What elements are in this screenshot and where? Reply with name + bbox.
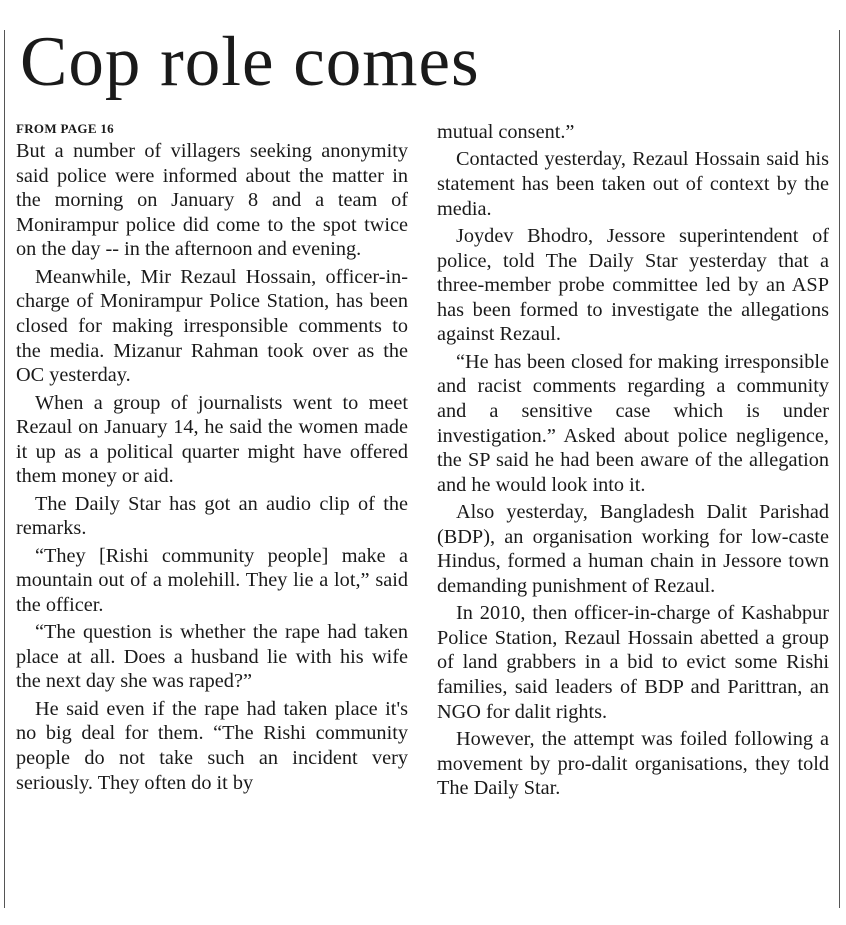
- paragraph: Meanwhile, Mir Rezaul Hossain, officer-in-charge of Monirampur Police Station, has been closed for making irresponsible comments to the media. Mizanur Rahman took over as the OC yesterday.: [16, 265, 408, 387]
- paragraph: Joydev Bhodro, Jessore superintendent of police, told The Daily Star yesterday that a three-member probe committee led by an ASP has been formed to investigate the allegations against Rezaul.: [437, 224, 829, 346]
- paragraph: The Daily Star has got an audio clip of the remarks.: [16, 492, 408, 540]
- article-column-left: [16, 120, 408, 798]
- headline: Cop role comes: [20, 23, 480, 101]
- paragraph: Also yesterday, Bangladesh Dalit Parishad (BDP), an organisation working for low-caste Hindus, formed a human chain in Jessore town demanding punishment of Rezaul.: [437, 501, 829, 597]
- continuation-kicker: FROM PAGE 16: [16, 121, 114, 136]
- paragraph: mutual consent.”: [437, 121, 575, 143]
- column-rule-right: [839, 30, 840, 908]
- paragraph: “He has been closed for making irresponsible and racist comments regarding a community and a sensitive case which is under investigation.” Asked about police negligence, the SP said he had been aware of the allegation and he would look into it.: [437, 350, 829, 496]
- paragraph: “They [Rishi community people] make a mountain out of a molehill. They lie a lot,” said the officer.: [16, 544, 408, 616]
- article-column-right: [437, 120, 829, 804]
- column-rule-left: [4, 30, 5, 908]
- paragraph: When a group of journalists went to meet Rezaul on January 14, he said the women made it up as a political quarter might have offered them money or aid.: [16, 391, 408, 488]
- paragraph: In 2010, then officer-in-charge of Kashabpur Police Station, Rezaul Hossain abetted a group of land grabbers in a bid to evict some Rishi families, said leaders of BDP and Parittran, an NGO for dalit rights.: [437, 602, 829, 723]
- paragraph: Contacted yesterday, Rezaul Hossain said his statement has been taken out of context by the media.: [437, 148, 829, 220]
- paragraph: He said even if the rape had taken place it's no big deal for them. “The Rishi community people do not take such an incident very seriously. They often do it by: [16, 697, 408, 794]
- paragraph: But a number of villagers seeking anonymity said police were informed about the matter in the morning on January 8 and a team of Monirampur police did come to the spot twice on the day -- in the afternoon and evening.: [16, 140, 408, 261]
- paragraph: However, the attempt was foiled following a movement by pro-dalit organisations, they told The Daily Star.: [437, 728, 829, 800]
- paragraph: “The question is whether the rape had taken place at all. Does a husband lie with his wife the next day she was raped?”: [16, 621, 408, 693]
